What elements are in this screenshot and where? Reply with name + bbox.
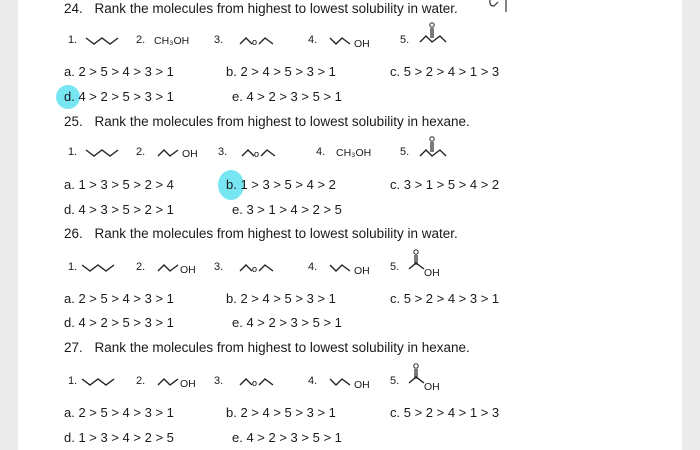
hydroxyl-label: OH — [424, 267, 440, 279]
answer-d[interactable]: d. 4 > 2 > 5 > 3 > 1 — [64, 89, 174, 104]
answer-e[interactable]: e. 4 > 2 > 3 > 5 > 1 — [232, 89, 342, 104]
hydroxyl-label: OH — [180, 378, 196, 390]
answer-e[interactable]: e. 4 > 2 > 3 > 5 > 1 — [232, 315, 342, 330]
answer-a[interactable]: a. 2 > 5 > 4 > 3 > 1 — [64, 405, 174, 420]
svg-text:o: o — [252, 264, 258, 274]
ether-structure — [240, 146, 280, 160]
butanol-structure — [328, 261, 354, 275]
answer-e[interactable]: e. 3 > 1 > 4 > 2 > 5 — [232, 202, 342, 217]
pentane-structure — [80, 261, 120, 275]
hydroxyl-label: OH — [180, 264, 196, 276]
question-number: 24. — [64, 1, 83, 16]
butanol-structure — [328, 375, 354, 389]
answer-b[interactable]: b. 2 > 4 > 5 > 3 > 1 — [226, 405, 336, 420]
hydroxyl-label: OH — [354, 265, 370, 277]
svg-text:o: o — [252, 37, 258, 47]
methanol-formula: CH₃OH — [336, 147, 372, 159]
question-number: 25. — [64, 114, 83, 129]
ketone-structure — [416, 22, 448, 50]
propanol-structure — [156, 146, 182, 160]
question-text: Rank the molecules from highest to lowest solubility in hexane. — [94, 114, 470, 129]
question-text: Rank the molecules from highest to lowest solubility in water. — [94, 226, 458, 241]
svg-text:o: o — [254, 149, 260, 159]
ether-structure — [238, 375, 278, 389]
question-26 — [64, 226, 458, 241]
answer-a[interactable]: a. 2 > 5 > 4 > 3 > 1 — [64, 291, 174, 306]
answer-d[interactable]: d. 4 > 3 > 5 > 2 > 1 — [64, 202, 174, 217]
pentane-structure — [84, 146, 124, 160]
handwritten-mark — [486, 0, 526, 14]
answer-e[interactable]: e. 4 > 2 > 3 > 5 > 1 — [232, 430, 342, 445]
propanol-structure — [156, 261, 182, 275]
ether-structure — [238, 34, 278, 48]
question-text: Rank the molecules from highest to lowest solubility in hexane. — [94, 340, 470, 355]
answer-c[interactable]: c. 5 > 2 > 4 > 3 > 1 — [390, 291, 500, 306]
answer-a[interactable]: a. 1 > 3 > 5 > 2 > 4 — [64, 177, 174, 192]
hydroxyl-label: OH — [354, 379, 370, 391]
question-25 — [64, 114, 470, 129]
butanol-structure — [328, 34, 354, 48]
pentane-structure — [84, 34, 124, 48]
answer-c[interactable]: c. 3 > 1 > 5 > 4 > 2 — [390, 177, 500, 192]
answer-c[interactable]: c. 5 > 2 > 4 > 1 > 3 — [390, 405, 500, 420]
pentane-structure — [80, 375, 120, 389]
svg-text:o: o — [252, 378, 258, 388]
hydroxyl-label: OH — [424, 381, 440, 393]
answer-b[interactable]: b. 2 > 4 > 5 > 3 > 1 — [226, 64, 336, 79]
ether-structure — [238, 261, 278, 275]
answer-b[interactable]: b. 1 > 3 > 5 > 4 > 2 — [226, 177, 336, 192]
ketone-structure — [416, 136, 448, 164]
propanol-structure — [156, 375, 182, 389]
question-27 — [64, 340, 470, 355]
question-text: Rank the molecules from highest to lowest solubility in water. — [94, 1, 458, 16]
answer-d[interactable]: d. 1 > 3 > 4 > 2 > 5 — [64, 430, 174, 445]
question-24 — [64, 1, 458, 16]
answer-b[interactable]: b. 2 > 4 > 5 > 3 > 1 — [226, 291, 336, 306]
methanol-formula: CH₃OH — [154, 35, 190, 47]
question-number: 27. — [64, 340, 83, 355]
hydroxyl-label: OH — [182, 148, 198, 160]
hydroxyl-label: OH — [354, 38, 370, 50]
question-number: 26. — [64, 226, 83, 241]
answer-row — [64, 64, 174, 79]
worksheet-page: 24. Rank the molecules from highest to lowest solubility in water. 1. 2. CH₃OH 3. o 4. OH 5. a. 2 > 5 > 4 > 3 > 1 b. 2 > 4 > 5 > 3 > 1 c. 5 > 2 > 4 > 1 > 3 d. 4 > 2 > 5 > 3 > 1 e. 4 > 2 > 3 > 5 > 1 25. Rank the molecules from highest to lowest solubility in hexane. 1. 2. OH 3. o 4. CH₃OH 5. a. 1 > 3 > 5 > 2 > 4 b. 1 > 3 > 5 > 4 > 2 c. 3 > 1 > 5 > 4 > 2 d. 4 > 3 > 5 > 2 > 1 e. 3 > 1 > 4 > 2 > 5 26. Rank the molecules from highest to lowest solubility in water. 1. 2. OH 3. o 4. OH 5. OH a. 2 > 5 > 4 > 3 > 1 b. 2 > 4 > 5 > 3 > 1 c. 5 > 2 > 4 > 3 > 1 d. 4 > 2 > 5 > 3 > 1 e. 4 > 2 > 3 > 5 > 1 27. Rank the molecules from highest to lowest solubility in hexane. 1. 2. OH 3. o 4. OH 5. OH a. 2 > 5 > 4 > 3 > 1 b. 2 > 4 > 5 > 3 > 1 c. 5 > 2 > 4 > 1 > 3 d. 1 > 3 > 4 > 2 > 5 e. 4 > 2 > 3 > 5 > 1 — [18, 0, 682, 450]
answer-a[interactable]: a. 2 > 5 > 4 > 3 > 1 — [64, 64, 174, 79]
answer-d[interactable]: d. 4 > 2 > 5 > 3 > 1 — [64, 315, 174, 330]
answer-c[interactable]: c. 5 > 2 > 4 > 1 > 3 — [390, 64, 500, 79]
